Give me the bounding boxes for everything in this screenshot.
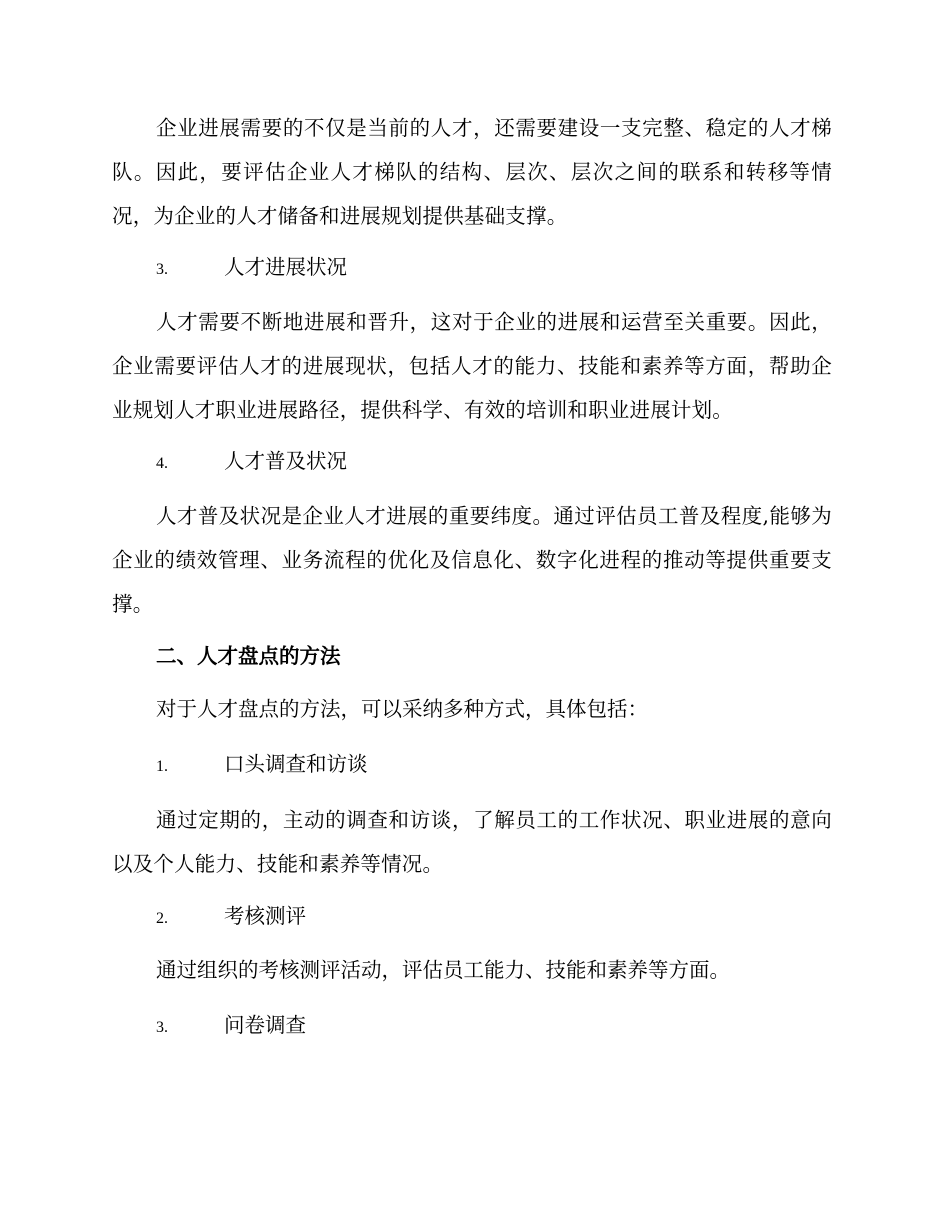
paragraph-methods-intro: 对于人才盘点的方法，可以采纳多种方式，具体包括： [156, 697, 648, 721]
list-item-talent-progress [156, 252, 347, 285]
list-number: 1. [156, 758, 168, 775]
list-number: 3. [156, 261, 168, 278]
list-number: 2. [156, 910, 168, 927]
paragraph-talent-popularity: 人才普及状况是企业人才进展的重要纬度。通过评估员工普及程度,能够为企业的绩效管理、业务流程的优化及信息化、数字化进程的推动等提供重要支撑。 [112, 504, 832, 616]
list-label: 考核测评 [224, 904, 306, 928]
paragraph-talent-pipeline: 企业进展需要的不仅是当前的人才，还需要建设一支完整、稳定的人才梯队。因此，要评估企业人才梯队的结构、层次、层次之间的联系和转移等情况，为企业的人才储备和进展规划提供基础支撑。 [112, 116, 832, 228]
list-number: 3. [156, 1019, 168, 1036]
list-label: 人才进展状况 [224, 255, 347, 279]
list-label: 人才普及状况 [224, 449, 347, 473]
paragraph-oral-survey: 通过定期的，主动的调查和访谈，了解员工的工作状况、职业进展的意向以及个人能力、技能和素养等情况。 [112, 808, 832, 876]
list-item-oral-survey [156, 749, 368, 782]
list-item-questionnaire [156, 1010, 306, 1043]
list-item-assessment [156, 901, 306, 934]
paragraph-assessment: 通过组织的考核测评活动，评估员工能力、技能和素养等方面。 [156, 958, 730, 982]
list-number: 4. [156, 455, 168, 472]
paragraph-talent-progress: 人才需要不断地进展和晋升，这对于企业的进展和运营至关重要。因此，企业需要评估人才的进展现状，包括人才的能力、技能和素养等方面，帮助企业规划人才职业进展路径，提供科学、有效的培训和职业进展计划。 [112, 310, 832, 422]
section-heading: 二、人才盘点的方法 [156, 644, 341, 668]
list-label: 问卷调查 [224, 1013, 306, 1037]
list-label: 口头调查和访谈 [224, 752, 368, 776]
list-item-talent-popularity [156, 446, 347, 479]
